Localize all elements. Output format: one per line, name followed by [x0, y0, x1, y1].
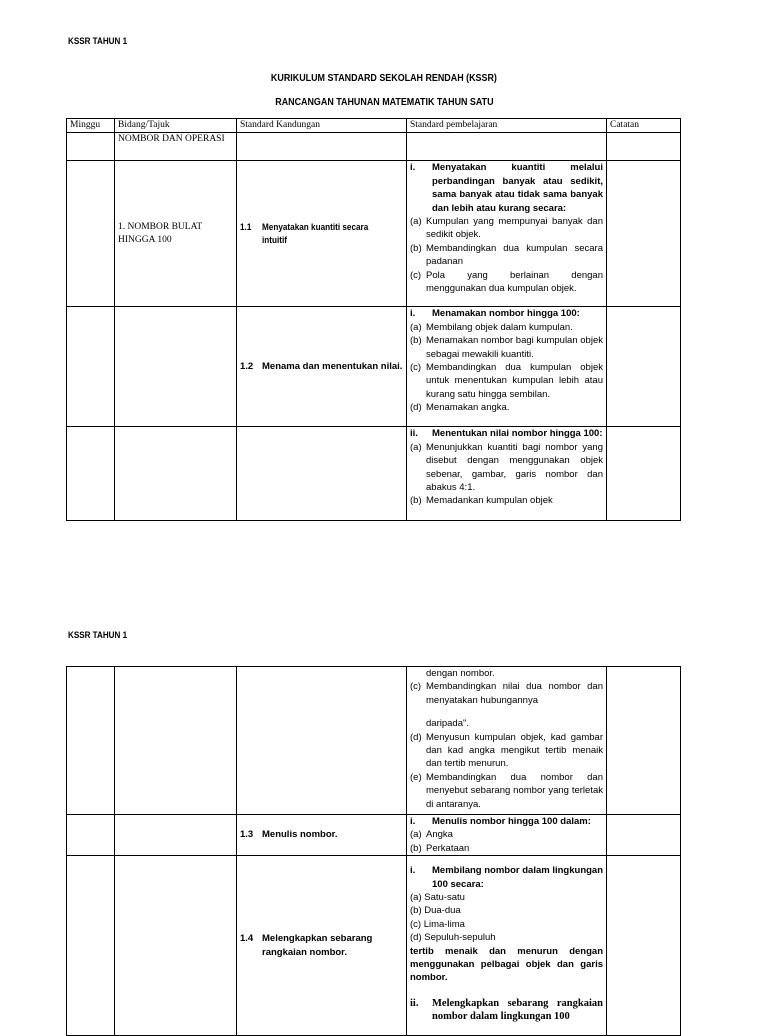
document-title: KURIKULUM STANDARD SEKOLAH RENDAH (KSSR) [271, 72, 497, 84]
list-item: (d) Sepuluh-sepuluh [410, 932, 496, 944]
col-bidang: Bidang/Tajuk [115, 119, 237, 133]
table-row [67, 133, 681, 161]
list-item: (a) Membilang objek dalam kumpulan. [410, 321, 573, 333]
topic-title: 1. NOMBOR BULAT HINGGA 100 [115, 161, 237, 307]
list-item: (b) Perkataan [410, 842, 470, 854]
list-item: (a) Angka [410, 829, 453, 841]
list-item: (a) Menunjukkan kuantiti bagi nombor yang disebut dengan menggunakan objek sebenar, gambar, garis nombor dan abakus 4:1. [410, 441, 603, 494]
sp-1-2-ii: ii. Menentukan nilai nombor hingga 100: (a) Menunjukkan kuantiti bagi nombor yang disebut dengan menggunakan objek sebenar, gambar, garis nombor dan abakus 4:1. (b) Memadankan kumpulan objek [407, 427, 607, 521]
list-item: (e) Membandingkan dua nombor dan menyebut sebarang nombor yang terletak di antaranya. [410, 771, 603, 810]
sp-1-2-ii-continued: dengan nombor. (c) Membandingkan nilai dua nombor dan menyatakan hubungannya daripada". (d) Menyusun kumpulan objek, kad gambar dan kad angka mengikut tertib menaik dan tertib menurun. (e) Membandingkan dua nombor dan menyebut sebarang nombor yang terletak di antaranya. [407, 667, 607, 815]
sp-1-3: i. Menulis nombor hingga 100 dalam: (a) Angka (b) Perkataan [407, 815, 607, 856]
list-item: (b) Dua-dua [410, 905, 461, 917]
table-row [67, 161, 681, 307]
page-header: KSSR TAHUN 1 [68, 36, 128, 47]
list-item: (a) Kumpulan yang mempunyai banyak dan sedikit objek. [410, 216, 603, 241]
list-item: (c) Lima-lima [410, 918, 465, 930]
list-item: (c) Membandingkan nilai dua nombor dan menyatakan hubungannya [410, 681, 603, 706]
col-standard-pembelajaran: Standard pembelajaran [407, 119, 607, 133]
list-item: daripada". [426, 718, 469, 730]
col-standard-kandungan: Standard Kandungan [237, 119, 407, 133]
list-item: (d) Menyusun kumpulan objek, kad gambar dan kad angka mengikut tertib menaik dan tertib menurun. [410, 731, 603, 770]
col-minggu: Minggu [67, 119, 115, 133]
table-row [67, 856, 681, 1036]
list-item: (c) Membandingkan dua kumpulan objek untuk menentukan kumpulan lebih atau kurang satu hingga sembilan. [410, 362, 603, 400]
table-row [67, 667, 681, 815]
area-title: NOMBOR DAN OPERASI [115, 133, 237, 161]
sp-1-4-tail: tertib menaik dan menurun dengan menggunakan pelbagai objek dan garis nombor. [410, 945, 603, 984]
sp-1-2-i: i. Menamakan nombor hingga 100: (a) Membilang objek dalam kumpulan. (b) Menamakan nombor bagi kumpulan objek sebagai mewakili kuantiti. (c) Membandingkan dua kumpulan objek untuk menentukan kumpulan lebih atau kurang satu hingga sembilan. (d) Menamakan angka. [407, 307, 607, 427]
plan-table-page2 [66, 666, 681, 1036]
list-item: (b) Membandingkan dua kumpulan secara padanan [410, 242, 603, 268]
list-item: (c) Pola yang berlainan dengan menggunakan dua kumpulan objek. [410, 269, 603, 295]
table-header-row [67, 119, 681, 133]
sk-1-2: 1.2 Menama dan menentukan nilai. [237, 307, 407, 427]
col-catatan: Catatan [607, 119, 681, 133]
sk-1-3: 1.3 Menulis nombor. [237, 815, 407, 856]
document-subtitle: RANCANGAN TAHUNAN MATEMATIK TAHUN SATU [274, 96, 494, 108]
sp-1-4: i. Membilang nombor dalam lingkungan 100 secara: (a) Satu-satu (b) Dua-dua (c) Lima-lima (d) Sepuluh-sepuluh tertib menaik dan menurun dengan menggunakan pelbagai objek dan garis nombor. ii. Melengkapkan sebarang rangkaian nombor dalam lingkungan 100 [407, 856, 607, 1036]
list-item: (a) Satu-satu [410, 892, 465, 904]
list-item: (b) Memadankan kumpulan objek [410, 495, 553, 507]
list-item: (b) Menamakan nombor bagi kumpulan objek sebagai mewakili kuantiti. [410, 335, 603, 360]
sk-1-1: 1.1 Menyatakan kuantiti secara intuitif [237, 161, 407, 307]
table-row [67, 427, 681, 521]
table-row [67, 307, 681, 427]
plan-table-page1 [66, 118, 681, 521]
page-header: KSSR TAHUN 1 [68, 630, 128, 641]
sp-1-1: i. Menyatakan kuantiti melalui perbandingan banyak atau sedikit, sama banyak atau tidak sama banyak dan lebih atau kurang secara: (a) Kumpulan yang mempunyai banyak dan sedikit objek. (b) Membandingkan dua kumpulan secara padanan (c) Pola yang berlainan dengan menggunakan dua kumpulan objek. [407, 161, 607, 307]
list-item: (d) Menamakan angka. [410, 402, 510, 414]
sk-1-4: 1.4 Melengkapkan sebarang rangkaian nombor. [237, 856, 407, 1036]
table-row [67, 815, 681, 856]
